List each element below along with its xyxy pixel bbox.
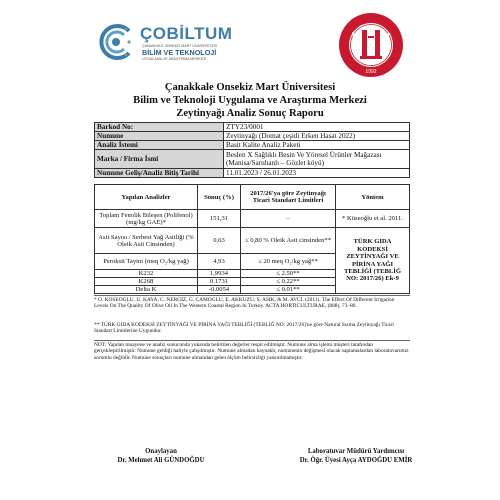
cell-method: * Küseoğlu et al. 2011.: [336, 210, 410, 228]
lab-deputy-name: Dr. Öğr. Üyesi Ayça AYDOĞDU EMİR: [299, 457, 413, 464]
header-analyses: Yapılan Analizler: [95, 185, 198, 210]
cell-limit: ≤ 0,80 % Oleik Asit cinsinden**: [241, 228, 336, 254]
report-title: Zeytinyağı Analiz Sonuç Raporu: [176, 108, 324, 119]
results-header-row: [95, 185, 410, 210]
divider: [94, 295, 410, 296]
info-key: Numune Geliş/Analiz Bitiş Tarihi: [95, 169, 224, 178]
info-row: [95, 150, 410, 169]
cell-param: Peroksit Tayini (meq O₂/kg yağ): [95, 254, 198, 270]
cell-limit: ≤ 0.22**: [241, 278, 336, 286]
info-value: Beslen X Sağlıklı Besin Ve Yöresel Ürünler Mağazası (Manisa/Saruhanlı – Gözlet köyü): [224, 150, 410, 169]
cell-param: K268: [95, 278, 198, 286]
logo-brand-text: ÇOBİLTUM: [140, 24, 233, 43]
cell-limit: –: [241, 210, 336, 228]
logo-center-text: UYGULAMA VE ARAŞTIRMA MERKEZİ: [142, 57, 207, 61]
info-row: [95, 132, 410, 141]
table-row: [95, 210, 410, 228]
sample-info-table: [94, 122, 410, 178]
cell-result: 4,93: [198, 254, 241, 270]
cell-param: Toplam Fenolik Bileşen (Polifenol) (mg/kg GAE)*: [95, 210, 198, 228]
signature-lab-deputy: [288, 447, 424, 465]
info-row: [95, 141, 410, 150]
cell-limit: ≤ 0.01**: [241, 286, 336, 294]
cell-param: Asit Sayısı / Serbest Yağ Asitliği (% Oleik Asit Cinsinden): [95, 228, 198, 254]
seal-year: 1992: [365, 69, 377, 75]
info-key: Analiz İstemi: [95, 141, 224, 150]
signature-approver: [106, 447, 216, 465]
cell-result: 0.1731: [198, 278, 241, 286]
cell-law-reference: TÜRK GIDA KODEKSİ ZEYTİNYAĞI VE PİRİNA YAĞI TEBLİĞİ (TEBLİĞ NO: 2017/26) Ek-9: [336, 228, 410, 294]
info-row: [95, 169, 410, 178]
table-row: [95, 228, 410, 254]
info-key: Barkod No:: [95, 123, 224, 132]
report-center-title: Bilim ve Teknoloji Uygulama ve Araştırma Merkezi: [133, 95, 367, 106]
cell-limit: ≤ 20 meq O₂/kg yağ**: [241, 254, 336, 270]
cell-result: 151,31: [198, 210, 241, 228]
cobiltum-logo-icon: [96, 22, 136, 62]
info-row: [95, 123, 410, 132]
logo-bilim-text: BİLİM VE TEKNOLOJİ: [142, 48, 217, 57]
report-institution-title: Çanakkale Onsekiz Mart Üniversitesi: [164, 82, 336, 93]
disclaimer-note: NOT: Yapılan muayene ve analiz sonucunda yukarıda belirtilen değerler tespit edilmiştir. Numune alma işlemi müşteri tarafından gerçekleştirilmiştir. Numune geldiği haliyle çalışılmıştır. Numune almadan kaynaklı, numunenin değişmesi olacak saptamalardan laboratuvarımız sorumlu değildir. Numune sonuçları numune alınandan gelen ölçüm belirsizliği yansıtılmamıştır.: [94, 342, 409, 361]
footnote-compliance: ** TÜRK GIDA KODEKSİ ZEYTİNYAĞI VE PİRİNA YAĞI TEBLİĞİ (TEBLİĞ NO: 2017/26)'ne göre Natural Sızma Zeytinyağı Ticari Standart Limitlerine Uygundur.: [94, 322, 394, 335]
info-value: Zeytinyağı (Domat çeşidi Erken Hasat 2022): [224, 132, 410, 141]
approver-name: Dr. Mehmet Ali GÜNDOĞDU: [117, 457, 205, 464]
info-value: 11.01.2023 / 26.01.2023: [224, 169, 410, 178]
info-key: Numune: [95, 132, 224, 141]
logo-university-text: ÇANAKKALE ONSEKİZ MART ÜNİVERSİTESİ: [142, 44, 218, 48]
footnote-reference: * O. KOSEOGLU, U. KAYA, C. NERGIZ, G. CAMOGLU, E. AKKUZU, S. ASIK, & M. AVCI. (2011). The Effect Of Different Irrigation Levels On The Quality Of Olive Oil In The Western Coastal Region In Turkey. ACTA HORTICULTURAE, (888), 73–80.: [94, 297, 395, 310]
info-key: Marka / Firma İsmi: [95, 150, 224, 169]
header-method: Yöntem: [336, 185, 410, 210]
lab-deputy-role: Laboratuvar Müdürü Yardımcısı: [307, 448, 405, 455]
cell-param: K232: [95, 270, 198, 278]
header-limits: 2017/26'ya göre Zeytinyağı Ticari Standart Limitleri: [241, 185, 336, 210]
approver-role: Onaylayan: [145, 448, 177, 455]
info-value: ZTY23/0001: [224, 123, 410, 132]
university-seal: [338, 12, 404, 78]
divider: [94, 340, 410, 341]
info-value: Basit Kalite Analiz Paketi: [224, 141, 410, 150]
analysis-results-table: [94, 184, 410, 294]
cell-result: -0.0054: [198, 286, 241, 294]
header-result: Sonuç (%): [198, 185, 241, 210]
cell-result: 1,9934: [198, 270, 241, 278]
cell-result: 0.63: [198, 228, 241, 254]
cobiltum-logo: [96, 22, 276, 66]
cell-limit: ≤ 2.50**: [241, 270, 336, 278]
cell-param: Delta K: [95, 286, 198, 294]
